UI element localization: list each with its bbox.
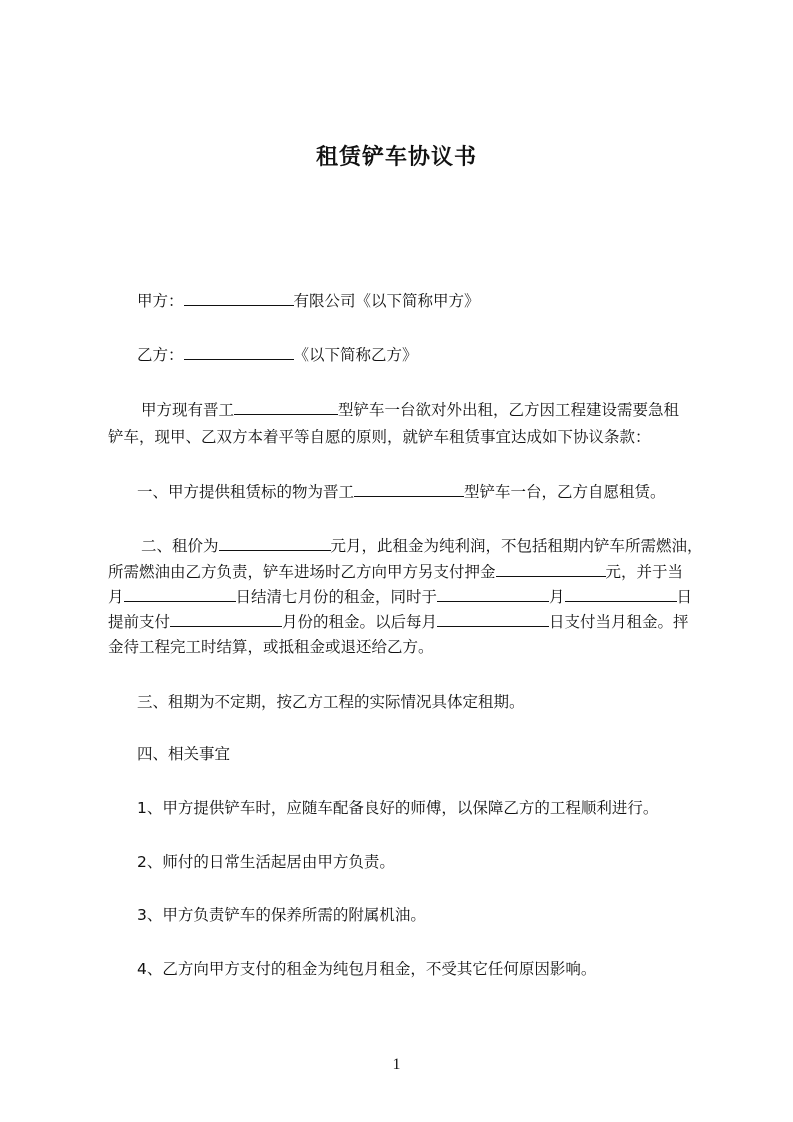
document-title: 租赁铲车协议书 (315, 145, 477, 170)
party-b-line (137, 342, 418, 367)
clause-2-price-text: 元月，此租金为纯利润，不包括租期内铲车所需燃油， (330, 537, 703, 555)
clause-4-heading: 四、相关事宜 (137, 745, 231, 763)
clause-3: 三、租期为不定期，按乙方工程的实际情况具体定租期。 (137, 693, 525, 711)
clause-2-line-3 (108, 584, 692, 609)
clause-2-line-4 (108, 609, 689, 634)
clause-2-monthly-text: 日支付当月租金。抨 (549, 613, 689, 631)
clause-2-month-blank (437, 584, 549, 602)
party-a-label: 甲方： (137, 292, 184, 310)
clause-2-deposit-label: 所需燃油由乙方负责，铲车进场时乙方向甲方另支付押金 (108, 563, 496, 581)
party-a-line (137, 288, 480, 313)
clause-2-prepay-text: 月份的租金。以后每月 (282, 613, 438, 631)
intro-text-start: 甲方现有晋工 (141, 401, 235, 419)
clause-2-line-2 (108, 559, 683, 584)
clause-2-settle-text: 日结清七月份的租金，同时于 (235, 588, 438, 606)
clause-2-prepay-blank (170, 609, 282, 627)
clause-2-prepay-label: 提前支付 (108, 613, 171, 631)
clause-2-month-label: 月 (108, 588, 124, 606)
clause-2-price-label: 二、租价为 (141, 537, 219, 555)
clause-2-price-blank (219, 533, 331, 551)
party-b-label: 乙方： (137, 346, 184, 364)
intro-line-1 (141, 397, 679, 422)
clause-1-model-blank (354, 479, 464, 497)
clause-2-day-text: 日 (676, 588, 693, 606)
clause-2-line-1 (141, 533, 703, 558)
page-number: 1 (392, 1056, 401, 1073)
intro-model-blank (234, 397, 338, 415)
intro-text-end: 型铲车一台欲对外出租，乙方因工程建设需要急租 (338, 401, 680, 419)
intro-line-2: 铲车，现甲、乙双方本着平等自愿的原则，就铲车租赁事宜达成如下协议条款： (108, 428, 651, 446)
clause-1 (137, 479, 666, 504)
clause-2-settle-blank (124, 584, 236, 602)
clause-4-item-3: 3、甲方负责铲车的保养所需的附属机油。 (137, 906, 426, 924)
clause-2-month-text: 月 (549, 588, 565, 606)
party-a-suffix: 有限公司《以下简称甲方》 (293, 292, 480, 310)
party-b-blank (184, 342, 294, 360)
clause-4-item-2: 2、师付的日常生活起居由甲方负责。 (137, 853, 395, 871)
clause-2-day-blank (565, 584, 677, 602)
clause-2-deposit-text: 元，并于当 (605, 563, 684, 581)
clause-1-start: 一、甲方提供租赁标的物为晋工 (137, 483, 355, 501)
clause-2-line-5: 金待工程完工时结算，或抵租金或退还给乙方。 (108, 638, 434, 656)
clause-4-item-1: 1、甲方提供铲车时，应随车配备良好的师傅，以保障乙方的工程顺利进行。 (137, 799, 659, 817)
party-b-suffix: 《以下简称乙方》 (293, 346, 418, 364)
clause-2-deposit-blank (496, 559, 606, 577)
party-a-blank (184, 288, 294, 306)
clause-2-monthly-blank (437, 609, 549, 627)
clause-4-item-4: 4、乙方向甲方支付的租金为纯包月租金，不受其它任何原因影响。 (137, 960, 597, 978)
clause-1-end: 型铲车一台，乙方自愿租赁。 (464, 483, 666, 501)
